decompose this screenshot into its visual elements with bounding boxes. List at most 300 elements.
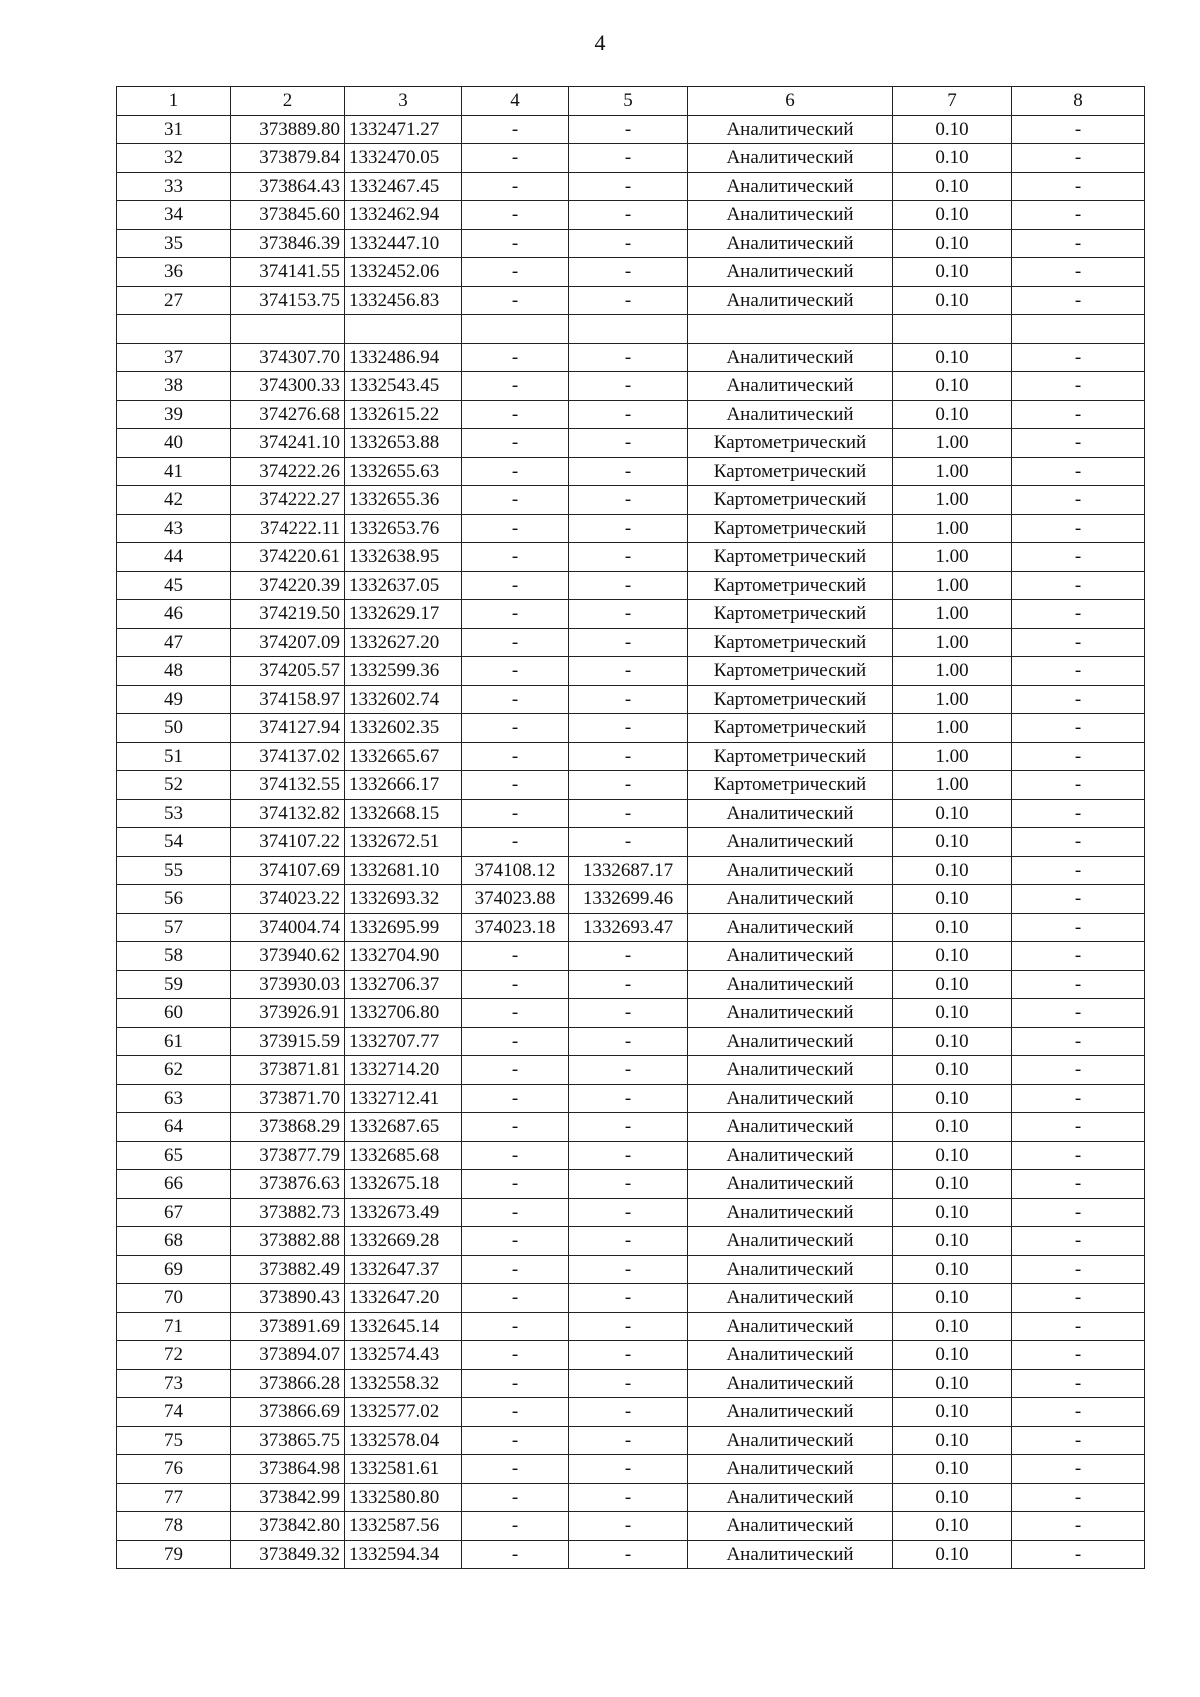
table-cell: - xyxy=(1012,714,1145,743)
table-row xyxy=(117,144,1145,173)
table-cell: - xyxy=(569,999,688,1028)
table-cell: - xyxy=(462,828,569,857)
table-cell: 1332685.68 xyxy=(345,1141,462,1170)
table-cell: - xyxy=(1012,942,1145,971)
table-cell: 1332687.17 xyxy=(569,856,688,885)
table-cell: Аналитический xyxy=(688,1198,893,1227)
table-cell: 1332655.36 xyxy=(345,486,462,515)
table-cell: 79 xyxy=(117,1540,231,1569)
table-cell: 73 xyxy=(117,1369,231,1398)
table-cell: Аналитический xyxy=(688,1483,893,1512)
table-cell: 1332647.37 xyxy=(345,1255,462,1284)
table-cell: - xyxy=(1012,514,1145,543)
table-cell: 374307.70 xyxy=(231,343,345,372)
table-cell: Картометрический xyxy=(688,742,893,771)
table-cell: Аналитический xyxy=(688,1141,893,1170)
table-cell: 58 xyxy=(117,942,231,971)
table-cell: Картометрический xyxy=(688,628,893,657)
table-cell: Аналитический xyxy=(688,1255,893,1284)
table-cell: - xyxy=(569,828,688,857)
table-cell: 0.10 xyxy=(893,1312,1012,1341)
table-cell: 0.10 xyxy=(893,286,1012,315)
table-cell: 1.00 xyxy=(893,628,1012,657)
table-cell: Аналитический xyxy=(688,1113,893,1142)
table-cell: 72 xyxy=(117,1341,231,1370)
table-cell: - xyxy=(1012,144,1145,173)
table-cell: 66 xyxy=(117,1170,231,1199)
table-cell: 1332693.32 xyxy=(345,885,462,914)
table-row xyxy=(117,1084,1145,1113)
table-cell: 373842.80 xyxy=(231,1512,345,1541)
table-cell: - xyxy=(1012,1170,1145,1199)
table-row xyxy=(117,258,1145,287)
table-cell: 374004.74 xyxy=(231,913,345,942)
table-cell: 34 xyxy=(117,201,231,230)
table-cell: 374107.69 xyxy=(231,856,345,885)
table-cell: 1332672.51 xyxy=(345,828,462,857)
table-cell: - xyxy=(462,258,569,287)
table-cell: 36 xyxy=(117,258,231,287)
table-cell: 1332706.37 xyxy=(345,970,462,999)
table-cell: - xyxy=(462,942,569,971)
table-cell: 44 xyxy=(117,543,231,572)
table-cell: 54 xyxy=(117,828,231,857)
table-cell: 1332695.99 xyxy=(345,913,462,942)
table-cell: 51 xyxy=(117,742,231,771)
table-cell: - xyxy=(1012,1369,1145,1398)
table-cell: - xyxy=(569,1198,688,1227)
table-cell: 373894.07 xyxy=(231,1341,345,1370)
table-cell xyxy=(462,315,569,344)
table-cell: - xyxy=(569,1398,688,1427)
table-row xyxy=(117,457,1145,486)
table-cell: 76 xyxy=(117,1455,231,1484)
table-cell: Картометрический xyxy=(688,457,893,486)
table-cell: Картометрический xyxy=(688,714,893,743)
table-cell: - xyxy=(569,1426,688,1455)
table-cell: 1332580.80 xyxy=(345,1483,462,1512)
table-row xyxy=(117,970,1145,999)
header-row xyxy=(117,87,1145,116)
table-cell: 374207.09 xyxy=(231,628,345,657)
table-cell: - xyxy=(462,685,569,714)
table-cell: 1.00 xyxy=(893,486,1012,515)
table-row xyxy=(117,1426,1145,1455)
table-cell: - xyxy=(569,1056,688,1085)
table-cell: Аналитический xyxy=(688,1027,893,1056)
table-cell: Аналитический xyxy=(688,1056,893,1085)
table-cell: 0.10 xyxy=(893,1512,1012,1541)
table-cell xyxy=(1012,315,1145,344)
table-cell: - xyxy=(569,1113,688,1142)
table-cell: Картометрический xyxy=(688,429,893,458)
table-cell: - xyxy=(569,1483,688,1512)
table-cell: - xyxy=(1012,1398,1145,1427)
table-cell: Картометрический xyxy=(688,571,893,600)
table-cell: - xyxy=(1012,372,1145,401)
table-cell: - xyxy=(569,486,688,515)
table-cell: 373940.62 xyxy=(231,942,345,971)
table-cell: Картометрический xyxy=(688,514,893,543)
table-cell: 0.10 xyxy=(893,1255,1012,1284)
table-cell: 373877.79 xyxy=(231,1141,345,1170)
table-cell: 0.10 xyxy=(893,201,1012,230)
table-cell: 0.10 xyxy=(893,372,1012,401)
table-cell: 0.10 xyxy=(893,1455,1012,1484)
table-cell: Аналитический xyxy=(688,913,893,942)
table-cell: - xyxy=(569,286,688,315)
table-cell: - xyxy=(569,258,688,287)
table-cell: 0.10 xyxy=(893,1227,1012,1256)
table-cell: Аналитический xyxy=(688,172,893,201)
table-cell: 374023.18 xyxy=(462,913,569,942)
table-cell: 1332447.10 xyxy=(345,229,462,258)
table-cell: - xyxy=(569,400,688,429)
table-cell: Аналитический xyxy=(688,1284,893,1313)
table-cell: 374108.12 xyxy=(462,856,569,885)
table-cell: - xyxy=(462,799,569,828)
table-cell: - xyxy=(569,1284,688,1313)
table-row xyxy=(117,201,1145,230)
table-cell: - xyxy=(569,1341,688,1370)
table-cell: Аналитический xyxy=(688,1170,893,1199)
table-row xyxy=(117,115,1145,144)
table-cell: 373876.63 xyxy=(231,1170,345,1199)
table-row xyxy=(117,1455,1145,1484)
table-cell: Аналитический xyxy=(688,343,893,372)
table-cell: - xyxy=(462,1170,569,1199)
table-row xyxy=(117,1027,1145,1056)
table-cell: 373879.84 xyxy=(231,144,345,173)
column-header: 8 xyxy=(1012,87,1145,116)
table-cell: 0.10 xyxy=(893,400,1012,429)
table-cell: - xyxy=(1012,172,1145,201)
table-cell: 38 xyxy=(117,372,231,401)
table-cell: 373849.32 xyxy=(231,1540,345,1569)
table-row xyxy=(117,1540,1145,1569)
table-cell: 62 xyxy=(117,1056,231,1085)
table-cell: 1.00 xyxy=(893,514,1012,543)
table-cell: - xyxy=(569,1084,688,1113)
table-cell: - xyxy=(462,999,569,1028)
table-cell: - xyxy=(569,1170,688,1199)
table-cell: 1332615.22 xyxy=(345,400,462,429)
table-cell: 70 xyxy=(117,1284,231,1313)
table-cell: 32 xyxy=(117,144,231,173)
table-cell: Аналитический xyxy=(688,1540,893,1569)
table-cell: 1.00 xyxy=(893,685,1012,714)
table-cell: - xyxy=(569,1512,688,1541)
table-cell: 52 xyxy=(117,771,231,800)
table-cell: - xyxy=(462,1227,569,1256)
table-cell: - xyxy=(1012,771,1145,800)
table-cell: 0.10 xyxy=(893,1056,1012,1085)
table-row xyxy=(117,1483,1145,1512)
table-cell: - xyxy=(569,229,688,258)
table-cell: Аналитический xyxy=(688,1455,893,1484)
table-cell: - xyxy=(569,571,688,600)
table-cell: - xyxy=(462,372,569,401)
table-cell: 0.10 xyxy=(893,172,1012,201)
table-cell: - xyxy=(1012,828,1145,857)
column-header: 6 xyxy=(688,87,893,116)
table-cell: 0.10 xyxy=(893,115,1012,144)
table-cell: - xyxy=(462,1341,569,1370)
table-cell: - xyxy=(1012,742,1145,771)
table-row xyxy=(117,999,1145,1028)
table-cell: 374222.26 xyxy=(231,457,345,486)
table-cell xyxy=(569,315,688,344)
table-cell: Аналитический xyxy=(688,942,893,971)
table-row xyxy=(117,1512,1145,1541)
table-cell: - xyxy=(569,1312,688,1341)
table-cell: Картометрический xyxy=(688,771,893,800)
table-cell: - xyxy=(462,1255,569,1284)
table-row xyxy=(117,628,1145,657)
table-cell: Аналитический xyxy=(688,1512,893,1541)
table-row xyxy=(117,742,1145,771)
table-cell: 1332471.27 xyxy=(345,115,462,144)
table-cell: 1332707.77 xyxy=(345,1027,462,1056)
table-cell: 0.10 xyxy=(893,1369,1012,1398)
table-cell: 1332669.28 xyxy=(345,1227,462,1256)
table-cell: Картометрический xyxy=(688,657,893,686)
table-cell: - xyxy=(569,1227,688,1256)
column-header: 5 xyxy=(569,87,688,116)
table-cell: 31 xyxy=(117,115,231,144)
table-cell: 1332456.83 xyxy=(345,286,462,315)
table-row xyxy=(117,172,1145,201)
table-cell: - xyxy=(1012,543,1145,572)
table-cell: 1332581.61 xyxy=(345,1455,462,1484)
table-cell: - xyxy=(462,172,569,201)
table-cell: - xyxy=(569,514,688,543)
table-row xyxy=(117,657,1145,686)
table-cell: 1332706.80 xyxy=(345,999,462,1028)
table-cell: - xyxy=(1012,913,1145,942)
table-cell: 1332629.17 xyxy=(345,600,462,629)
table-cell: 1332558.32 xyxy=(345,1369,462,1398)
table-cell: - xyxy=(1012,1483,1145,1512)
table-cell: - xyxy=(1012,286,1145,315)
table-cell: 53 xyxy=(117,799,231,828)
table-cell: 374132.55 xyxy=(231,771,345,800)
table-cell: - xyxy=(569,457,688,486)
table-cell: - xyxy=(1012,885,1145,914)
table-cell: - xyxy=(1012,1027,1145,1056)
table-cell: 1.00 xyxy=(893,657,1012,686)
table-cell: - xyxy=(462,115,569,144)
table-cell: Аналитический xyxy=(688,286,893,315)
table-cell: - xyxy=(1012,115,1145,144)
table-cell: Аналитический xyxy=(688,400,893,429)
table-row xyxy=(117,714,1145,743)
table-cell: - xyxy=(569,201,688,230)
table-cell: - xyxy=(462,600,569,629)
table-cell: 373842.99 xyxy=(231,1483,345,1512)
table-row xyxy=(117,514,1145,543)
table-cell: 65 xyxy=(117,1141,231,1170)
column-header: 4 xyxy=(462,87,569,116)
table-cell: - xyxy=(462,286,569,315)
table-cell xyxy=(231,315,345,344)
table-cell: 374219.50 xyxy=(231,600,345,629)
table-cell: - xyxy=(462,771,569,800)
table-cell: Аналитический xyxy=(688,115,893,144)
table-cell: - xyxy=(462,742,569,771)
table-cell: - xyxy=(1012,600,1145,629)
table-cell: Аналитический xyxy=(688,856,893,885)
table-row xyxy=(117,1255,1145,1284)
table-cell: 1332653.88 xyxy=(345,429,462,458)
table-cell: - xyxy=(1012,628,1145,657)
table-cell: 56 xyxy=(117,885,231,914)
table-row xyxy=(117,1141,1145,1170)
table-cell: 43 xyxy=(117,514,231,543)
table-cell: 1332653.76 xyxy=(345,514,462,543)
table-cell: 373871.81 xyxy=(231,1056,345,1085)
table-cell: 48 xyxy=(117,657,231,686)
table-cell: Аналитический xyxy=(688,1369,893,1398)
table-cell: - xyxy=(1012,1284,1145,1313)
table-cell: 0.10 xyxy=(893,1341,1012,1370)
table-cell: 59 xyxy=(117,970,231,999)
table-cell: 1332578.04 xyxy=(345,1426,462,1455)
table-cell: - xyxy=(1012,1227,1145,1256)
table-cell: - xyxy=(1012,343,1145,372)
table-cell: - xyxy=(569,1255,688,1284)
table-cell: 1332655.63 xyxy=(345,457,462,486)
table-cell: - xyxy=(1012,429,1145,458)
table-cell: - xyxy=(1012,571,1145,600)
table-cell: 1332602.74 xyxy=(345,685,462,714)
table-cell: 0.10 xyxy=(893,856,1012,885)
table-cell: 0.10 xyxy=(893,942,1012,971)
table-cell: - xyxy=(569,1540,688,1569)
table-row xyxy=(117,229,1145,258)
column-header: 3 xyxy=(345,87,462,116)
table-cell: 0.10 xyxy=(893,799,1012,828)
table-cell: 373889.80 xyxy=(231,115,345,144)
table-cell: 0.10 xyxy=(893,1027,1012,1056)
table-cell: - xyxy=(462,229,569,258)
table-cell: 374107.22 xyxy=(231,828,345,857)
table-cell: - xyxy=(569,372,688,401)
table-cell: - xyxy=(462,514,569,543)
table-cell: - xyxy=(1012,1341,1145,1370)
table-cell: - xyxy=(569,771,688,800)
table-cell: 1332699.46 xyxy=(569,885,688,914)
table-cell: 74 xyxy=(117,1398,231,1427)
table-cell: 374220.39 xyxy=(231,571,345,600)
table-cell: - xyxy=(462,1369,569,1398)
table-cell xyxy=(345,315,462,344)
table-cell: 77 xyxy=(117,1483,231,1512)
table-cell: 0.10 xyxy=(893,1426,1012,1455)
table-cell: 374141.55 xyxy=(231,258,345,287)
table-row xyxy=(117,1341,1145,1370)
table-row xyxy=(117,429,1145,458)
table-cell: - xyxy=(462,628,569,657)
table-row xyxy=(117,286,1145,315)
table-cell: Аналитический xyxy=(688,1341,893,1370)
table-cell: 373890.43 xyxy=(231,1284,345,1313)
table-cell: - xyxy=(569,1027,688,1056)
table-cell: - xyxy=(462,1141,569,1170)
table-cell: 67 xyxy=(117,1198,231,1227)
table-cell: - xyxy=(1012,799,1145,828)
table-cell: Аналитический xyxy=(688,1084,893,1113)
table-cell: - xyxy=(1012,970,1145,999)
table-cell: - xyxy=(462,1312,569,1341)
table-cell: - xyxy=(462,1056,569,1085)
table-cell: Аналитический xyxy=(688,258,893,287)
table-cell: 64 xyxy=(117,1113,231,1142)
table-cell: - xyxy=(569,343,688,372)
table-cell: - xyxy=(462,571,569,600)
table-row xyxy=(117,343,1145,372)
table-row xyxy=(117,1312,1145,1341)
table-cell: - xyxy=(462,457,569,486)
table-cell: - xyxy=(1012,1512,1145,1541)
table-cell: Аналитический xyxy=(688,799,893,828)
table-cell: 374023.88 xyxy=(462,885,569,914)
table-cell: 1332452.06 xyxy=(345,258,462,287)
table-cell: - xyxy=(462,1284,569,1313)
table-cell: 1332666.17 xyxy=(345,771,462,800)
table-cell: 373926.91 xyxy=(231,999,345,1028)
table-cell: 1.00 xyxy=(893,771,1012,800)
table-cell: 1332602.35 xyxy=(345,714,462,743)
table-row xyxy=(117,1398,1145,1427)
table-cell: 373866.69 xyxy=(231,1398,345,1427)
table-cell: 71 xyxy=(117,1312,231,1341)
table-cell: 0.10 xyxy=(893,1113,1012,1142)
table-cell: 35 xyxy=(117,229,231,258)
table-cell xyxy=(893,315,1012,344)
table-row xyxy=(117,400,1145,429)
table-cell: 1332712.41 xyxy=(345,1084,462,1113)
table-row xyxy=(117,1113,1145,1142)
table-cell: - xyxy=(462,1483,569,1512)
table-cell: 0.10 xyxy=(893,1198,1012,1227)
table-cell: 1332486.94 xyxy=(345,343,462,372)
table-cell: - xyxy=(1012,1455,1145,1484)
table-cell: 1.00 xyxy=(893,457,1012,486)
table-cell: Картометрический xyxy=(688,600,893,629)
table-cell: 1332665.67 xyxy=(345,742,462,771)
table-cell: 374222.27 xyxy=(231,486,345,515)
table-cell: 63 xyxy=(117,1084,231,1113)
table-cell: Картометрический xyxy=(688,486,893,515)
table-row xyxy=(117,1369,1145,1398)
table-cell: 373864.43 xyxy=(231,172,345,201)
table-row xyxy=(117,799,1145,828)
table-cell xyxy=(688,315,893,344)
table-row xyxy=(117,315,1145,344)
table-cell: - xyxy=(569,172,688,201)
table-cell: 374158.97 xyxy=(231,685,345,714)
table-row xyxy=(117,1284,1145,1313)
table-cell: 374222.11 xyxy=(231,514,345,543)
table-cell: - xyxy=(569,942,688,971)
table-cell: 41 xyxy=(117,457,231,486)
table-cell: 0.10 xyxy=(893,999,1012,1028)
table-cell: 45 xyxy=(117,571,231,600)
table-cell: 1332574.43 xyxy=(345,1341,462,1370)
table-cell: 373866.28 xyxy=(231,1369,345,1398)
table-cell: Аналитический xyxy=(688,1426,893,1455)
